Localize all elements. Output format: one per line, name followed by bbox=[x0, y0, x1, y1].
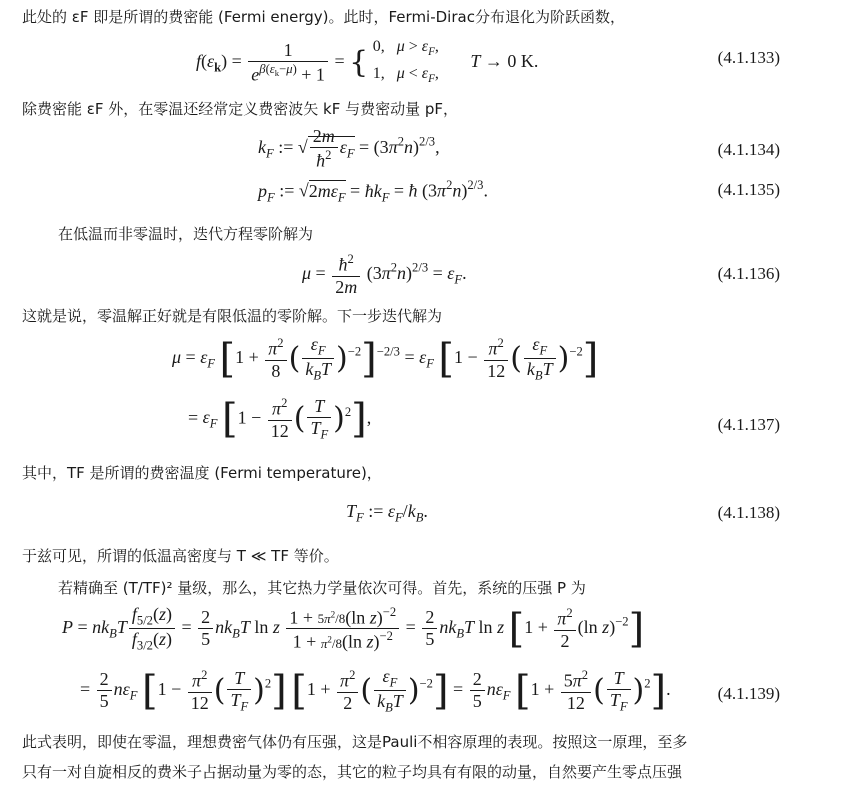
equation-4-1-137-line-2: = $\varepsilon_F$ [1 − $\frac{\pi^2}{12}$ ( $\frac{T}{T_F}$ )$^2$], bbox=[188, 396, 372, 443]
paragraph-5-text: 其中，TF 是所谓的费密温度 (Fermi temperature)， bbox=[22, 464, 382, 482]
equation-4-1-136: μ = $\frac{ħ^2}{2m}$ $(3\pi^2n)^{2/3} = \varepsilon_F$. bbox=[302, 252, 467, 297]
equation-number-135: (4.1.135) bbox=[717, 180, 780, 199]
paragraph-8-text: 此式表明，即使在零温，理想费密气体仍有压强，这是Pauli不相容原理的表现。按照这一原理，至多 bbox=[22, 733, 688, 751]
equation-4-1-134: $k_F$ := √ $\frac{2m}{ħ^2}$ $\varepsilon_F = (3\pi^2n)^{2/3}$, bbox=[258, 126, 440, 171]
equation-4-1-139-line-1: $P = nk_BT$ $\frac{f_{5/2}(z)}{f_{3/2}(z)}$ = $\frac{2}{5}$ $nk_BT$ ln z $\frac{1 + 5\pi^2/8(\ln z)^{-2}}{1 + \pi^2/8(\ln z)^{-2}}$ = $\frac{2}{5}$ $nk_BT$ ln z [1 + $\frac{\pi^2}{2}$ (ln z)$^{-2}$] bbox=[62, 604, 645, 653]
paragraph-3 bbox=[58, 223, 313, 244]
equation-4-1-138: $T_F$ := $\varepsilon_F/k_B$. bbox=[346, 501, 428, 525]
equation-number-137: (4.1.137) bbox=[717, 415, 780, 434]
paragraph-7-text: 若精确至 (T/TF)² 量级，那么，其它热力学量依次可得。首先，系统的压强 P 为 bbox=[58, 579, 586, 597]
equation-number-133: (4.1.133) bbox=[717, 48, 780, 67]
paragraph-1 bbox=[22, 6, 625, 27]
paragraph-4 bbox=[22, 305, 442, 326]
equation-number-139: (4.1.139) bbox=[717, 684, 780, 703]
paragraph-6 bbox=[22, 545, 339, 566]
paragraph-4-text: 这就是说，零温解正好就是有限低温的零阶解。下一步迭代解为 bbox=[22, 307, 443, 325]
equation-4-1-133: $f(\varepsilon_k)$ = $\frac{1}{e^{\beta(\varepsilon_k-\mu)} + 1}$ = { 0, $\mu > \varepsilon_F$, 1, $\mu < \varepsilon_F$, T → 0 K. bbox=[196, 38, 539, 85]
equation-number-134: (4.1.134) bbox=[717, 140, 780, 159]
equation-number-138: (4.1.138) bbox=[717, 503, 780, 522]
equation-4-1-135: $p_F$ := $√2m\varepsilon_F$ = $ħk_F$ = ħ $(3\pi^2n)^{2/3}$. bbox=[258, 178, 488, 204]
paragraph-1-text: 此处的 εF 即是所谓的费密能 (Fermi energy)。此时，Fermi-Dirac分布退化为阶跃函数， bbox=[22, 8, 625, 26]
paragraph-7 bbox=[58, 577, 586, 598]
paragraph-9-text: 只有一对自旋相反的费米子占据动量为零的态，其它的粒子均具有有限的动量，自然要产生零点压强 bbox=[22, 763, 683, 781]
paragraph-5 bbox=[22, 462, 382, 483]
paragraph-8 bbox=[22, 731, 687, 752]
equation-4-1-139-line-2: = $\frac{2}{5}$ $n\varepsilon_F$ [1 − $\frac{\pi^2}{12}$ ( $\frac{T}{T_F}$ )$^2$] [1 + $\frac{\pi^2}{2}$ ( $\frac{\varepsilon_F}{k_BT}$ )$^{-2}$] = $\frac{2}{5}$ $n\varepsilon_F$ [1 + $\frac{5\pi^2}{12}$ ( $\frac{T}{T_F}$ )$^2$]. bbox=[80, 666, 671, 715]
equation-number-136: (4.1.136) bbox=[717, 264, 780, 283]
paragraph-2-text: 除费密能 εF 外，在零温还经常定义费密波矢 kF 与费密动量 pF， bbox=[22, 100, 459, 118]
paragraph-9 bbox=[22, 761, 682, 782]
equation-4-1-137-line-1: $\mu = \varepsilon_F$ [1 + $\frac{\pi^2}{8}$ ( $\frac{\varepsilon_F}{k_BT}$ )$^{-2}]^{-2/3} = \varepsilon_F$ [1 − $\frac{\pi^2}{12}$ ( $\frac{\varepsilon_F}{k_BT}$ )$^{-2}$] bbox=[172, 334, 599, 383]
paragraph-3-text: 在低温而非零温时，迭代方程零阶解为 bbox=[58, 225, 314, 243]
paragraph-6-text: 于兹可见，所谓的低温高密度与 T ≪ TF 等价。 bbox=[22, 547, 339, 565]
paragraph-2 bbox=[22, 98, 458, 119]
